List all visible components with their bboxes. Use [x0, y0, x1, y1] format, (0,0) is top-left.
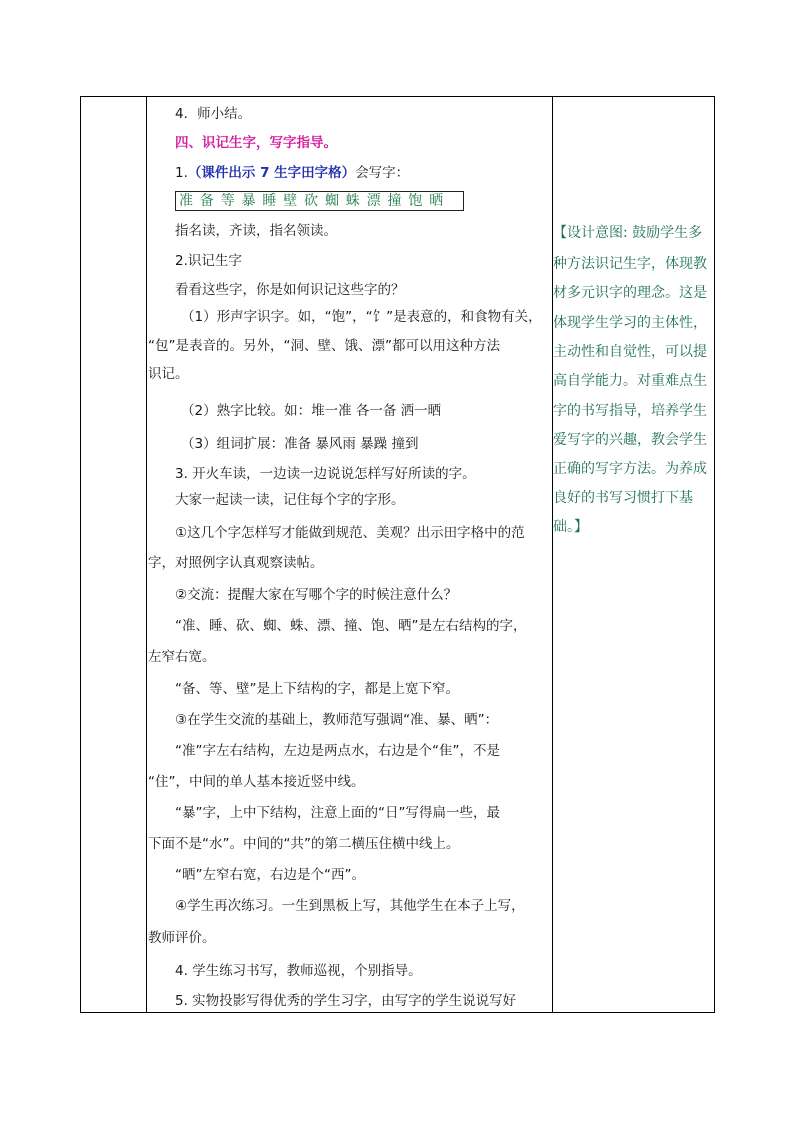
design-note-line-1: 【设计意图: 鼓励学生多: [553, 225, 703, 241]
design-note-line-7: 字的书写指导，培养学生: [553, 403, 707, 419]
question-line: 看看这些字，你是如何识记这些字的？: [175, 282, 405, 298]
table-column-divider-1: [146, 96, 147, 1013]
reading-instruction: 指名读，齐读，指名领读。: [175, 223, 337, 239]
section-heading: 四、识记生字，写字指导。: [175, 135, 337, 151]
method-2: （2）熟字比较。如：堆一准 各一备 洒一晒: [181, 403, 442, 419]
characters-to-write: 准 备 等 暴 睡 壁 砍 蜘 蛛 漂 撞 饱 晒: [175, 191, 464, 211]
method-1-line-2: “包”是表音的。另外，“洞、壁、饿、漂”都可以用这种方法: [148, 338, 500, 354]
item-3: 3. 开火车读，一边读一边说说怎样写好所读的字。: [175, 466, 476, 482]
item-5: 5. 实物投影写得优秀的学生习字，由写字的学生说说写好: [175, 993, 517, 1009]
step-circle-3: ③在学生交流的基础上，教师范写强调“准、暴、晒”：: [175, 712, 499, 728]
bao-guide-line-2: 下面不是“水”。中间的“共”的第二横压住横中线上。: [148, 836, 460, 852]
design-note-line-6: 高自学能力。对重难点生: [553, 373, 707, 389]
zhun-guide-line-2: “住”，中间的单人基本接近竖中线。: [148, 774, 365, 790]
item-1-tail: 会写字：: [355, 165, 410, 181]
item-1: [175, 164, 409, 182]
item-4: 4. 学生练习书写，教师巡视，个别指导。: [175, 963, 422, 979]
table-right-border: [714, 96, 715, 1013]
design-note-line-10: 良好的书写习惯打下基: [553, 490, 693, 506]
method-1-line-1: （1）形声字识字。如，“饱”，“饣”是表意的，和食物有关，: [181, 309, 542, 325]
bao-guide-line-1: “暴”字，上中下结构，注意上面的“日”写得扁一些，最: [175, 805, 500, 821]
read-together: 大家一起读一读，记住每个字的字形。: [175, 492, 405, 508]
table-top-border: [80, 96, 714, 97]
step-circle-1-line-1: ①这几个字怎样写才能做到规范、美观？出示田字格中的范: [175, 525, 525, 541]
shai-guide: “晒”左窄右宽，右边是个“西”。: [175, 867, 365, 883]
method-3: （3）组词扩展：准备 暴风雨 暴躁 撞到: [181, 436, 419, 452]
left-right-structure-line-2: 左窄右宽。: [148, 649, 216, 665]
design-note-line-9: 正确的写字方法。为养成: [553, 461, 707, 477]
design-note-line-2: 种方法识记生字，体现教: [553, 256, 707, 272]
top-bottom-structure: “备、等、壁”是上下结构的字，都是上宽下窄。: [175, 681, 459, 697]
step-circle-4-line-1: ④学生再次练习。一生到黑板上写，其他学生在本子上写，: [175, 898, 525, 914]
design-note-line-8: 爱写字的兴趣，教会学生: [553, 432, 707, 448]
table-bottom-border: [80, 1012, 714, 1013]
left-right-structure-line-1: “准、睡、砍、蜘、蛛、漂、撞、饱、晒”是左右结构的字，: [175, 618, 527, 634]
table-left-border: [80, 96, 81, 1013]
step-circle-2: ②交流：提醒大家在写哪个字的时候注意什么？: [175, 587, 458, 603]
design-note-line-3: 材多元识字的理念。这是: [553, 285, 707, 301]
step-circle-4-line-2: 教师评价。: [148, 930, 216, 946]
design-note-line-4: 体现学生学习的主体性，: [553, 315, 707, 331]
zhun-guide-line-1: “准”字左右结构，左边是两点水，右边是个“隹”，不是: [175, 743, 500, 759]
design-note-line-5: 主动性和自觉性，可以提: [553, 344, 707, 360]
item-2: 2.识记生字: [175, 253, 242, 269]
design-note-line-11: 础。】: [553, 519, 588, 535]
courseware-note: （课件出示 7 生字田字格）: [187, 165, 356, 181]
step-circle-1-line-2: 字，对照例字认真观察读帖。: [148, 555, 324, 571]
step-4-summary: 4．师小结。: [175, 106, 252, 122]
item-1-number: 1.: [175, 165, 188, 181]
method-1-line-3: 识记。: [148, 366, 189, 382]
